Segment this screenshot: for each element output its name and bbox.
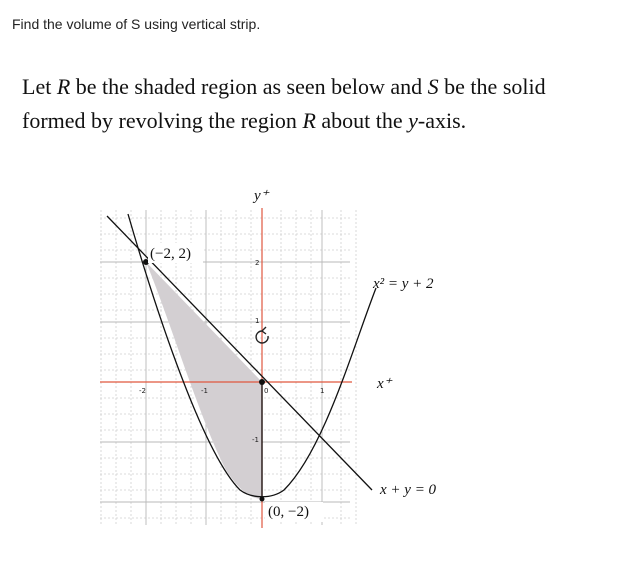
point-origin: [259, 379, 265, 385]
problem-statement: Let R be the shaded region as seen below and S be the solid formed by revolving the region R about the y-axis.: [22, 74, 546, 133]
point-vertex-label: (0, −2): [268, 504, 309, 520]
line-label: x + y = 0: [380, 482, 437, 498]
origin-label: 0: [264, 387, 269, 395]
shaded-region-r: [146, 262, 262, 499]
x-tick-neg2: -2: [139, 387, 146, 395]
y-tick-1: 1: [255, 317, 260, 325]
y-tick-neg1: -1: [252, 436, 259, 444]
y-axis-label: y⁺: [254, 188, 269, 204]
x-axis-label: x⁺: [377, 376, 392, 392]
y-tick-2: 2: [255, 259, 260, 267]
question-prompt: Find the volume of S using vertical strip.: [12, 16, 261, 32]
point-vertex: [260, 497, 265, 502]
point-top-label: (−2, 2): [150, 246, 191, 262]
x-tick-1: 1: [320, 387, 325, 395]
x-tick-neg1: -1: [201, 387, 208, 395]
parabola-label: x² = y + 2: [373, 276, 434, 292]
